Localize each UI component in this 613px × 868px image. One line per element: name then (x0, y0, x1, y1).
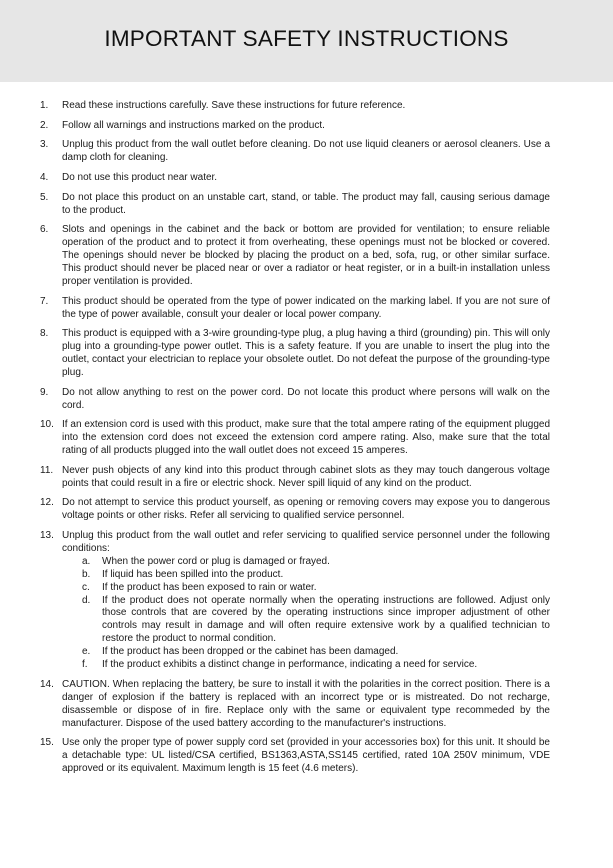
item-text: CAUTION. When replacing the battery, be sure to install it with the polarities in the correct position. There is a danger of explosion if the battery is replaced with an incorrect type or is mistreated. Do not recharge, disassemble or dispose of in fire. Replace only with the same or equivalent type recommeded by the manufacturer. Dispose of the used battery according to the manufacturer's instructions. (62, 678, 550, 729)
list-item (40, 737, 550, 776)
item-number: 8. (40, 328, 49, 340)
condition-item (82, 556, 550, 569)
condition-letter: d. (82, 594, 91, 606)
item-text: Unplug this product from the wall outlet and refer servicing to qualified service personnel under the following conditions: (62, 530, 550, 554)
list-item (40, 100, 550, 113)
item-number: 1. (40, 100, 49, 111)
list-item (40, 465, 550, 491)
item-text: Do not attempt to service this product yourself, as opening or removing covers may expose you to dangerous voltage points or other risks. Refer all servicing to qualified service personnel. (62, 497, 550, 522)
item-number: 9. (40, 386, 49, 398)
item-number: 13. (40, 530, 54, 542)
item-number: 3. (40, 139, 49, 151)
condition-item (82, 646, 550, 659)
item-number: 15. (40, 737, 54, 749)
item-number: 14. (40, 678, 54, 690)
condition-item (82, 659, 550, 672)
condition-text: If the product exhibits a distinct change in performance, indicating a need for service. (102, 659, 478, 671)
item-number: 6. (40, 224, 49, 236)
list-item (40, 679, 550, 731)
item-number: 5. (40, 191, 49, 203)
item-text: Slots and openings in the cabinet and the back or bottom are provided for ventilation; to ensure reliable operation of the product and to protect it from overheating, these openings must not be blocked or covered. The openings should never be blocked by placing the product on a bed, sofa, rug, or other similar surface. This product should never be placed near or over a radiator or heat register, or in a built-in installation unless proper ventilation is provided. (62, 224, 550, 287)
item-text: Unplug this product from the wall outlet before cleaning. Do not use liquid cleaners or aerosol cleaners. Use a damp cloth for cleaning. (62, 139, 550, 164)
condition-list (62, 556, 550, 672)
condition-item (82, 582, 550, 595)
list-item (40, 328, 550, 380)
list-item (40, 530, 550, 672)
item-text: Do not allow anything to rest on the power cord. Do not locate this product where persons will walk on the cord. (62, 386, 550, 411)
list-item (40, 419, 550, 458)
list-item (40, 296, 550, 322)
item-number: 4. (40, 172, 49, 184)
condition-text: When the power cord or plug is damaged or frayed. (102, 555, 330, 567)
list-item (40, 172, 550, 185)
condition-text: If the product has been dropped or the cabinet has been damaged. (102, 646, 399, 658)
item-number: 2. (40, 119, 49, 131)
list-item (40, 387, 550, 413)
list-item (40, 192, 550, 218)
page-header (0, 0, 613, 82)
condition-text: If the product has been exposed to rain or water. (102, 581, 317, 593)
list-item (40, 120, 550, 133)
item-text: This product is equipped with a 3-wire grounding-type plug, a plug having a third (grounding) pin. This will only plug into a grounding-type power outlet. This is a safety feature. If you are unable to insert the plug into the outlet, contact your electrician to replace your obsolete outlet. Do not defeat the purpose of the grounding-type plug. (62, 328, 550, 378)
condition-item (82, 569, 550, 582)
condition-text: If liquid has been spilled into the product. (102, 568, 284, 580)
list-item (40, 139, 550, 165)
condition-letter: e. (82, 646, 91, 658)
item-text: Follow all warnings and instructions marked on the product. (62, 119, 325, 131)
list-item (40, 224, 550, 289)
instructions-list (40, 100, 550, 783)
item-number: 11. (40, 464, 54, 476)
condition-letter: c. (82, 581, 90, 593)
item-text: This product should be operated from the type of power indicated on the marking label. If you are not sure of the type of power available, consult your dealer or local power company. (62, 295, 550, 320)
item-text: Read these instructions carefully. Save these instructions for future reference. (62, 100, 406, 111)
item-number: 10. (40, 419, 54, 431)
item-text: Do not place this product on an unstable cart, stand, or table. The product may fall, causing serious damage to the product. (62, 191, 550, 216)
item-text: Never push objects of any kind into this product through cabinet slots as they may touch dangerous voltage points that could result in a fire or electric shock. Never spill liquid of any kind on the product. (62, 464, 550, 489)
item-text: Use only the proper type of power supply cord set (provided in your accessories box) for this unit. It should be a detachable type: UL listed/CSA certified, BS1363,ASTA,SS145 certified, rated 10A 250V minimum, VDE approved or its equivalent. Maximum length is 15 feet (4.6 meters). (62, 737, 550, 775)
item-text: Do not use this product near water. (62, 172, 218, 184)
condition-item (82, 595, 550, 647)
list-item (40, 497, 550, 523)
page-title: IMPORTANT SAFETY INSTRUCTIONS (104, 26, 509, 51)
condition-letter: f. (82, 659, 88, 671)
item-number: 7. (40, 295, 49, 307)
condition-text: If the product does not operate normally when the operating instructions are followed. Adjust only those controls that are covered by the operating instructions since improper adjustment of other controls may result in damage and will often require extensive work by a qualified technician to restore the product to normal condition. (102, 594, 550, 645)
condition-letter: b. (82, 568, 91, 580)
item-text: If an extension cord is used with this product, make sure that the total ampere rating of the equipment plugged into the extension cord does not exceed the extension cord ampere rating. Also, make sure that the total rating of all products plugged into the wall outlet does not exceed 15 amperes. (62, 419, 550, 457)
item-number: 12. (40, 497, 54, 509)
condition-letter: a. (82, 555, 91, 567)
